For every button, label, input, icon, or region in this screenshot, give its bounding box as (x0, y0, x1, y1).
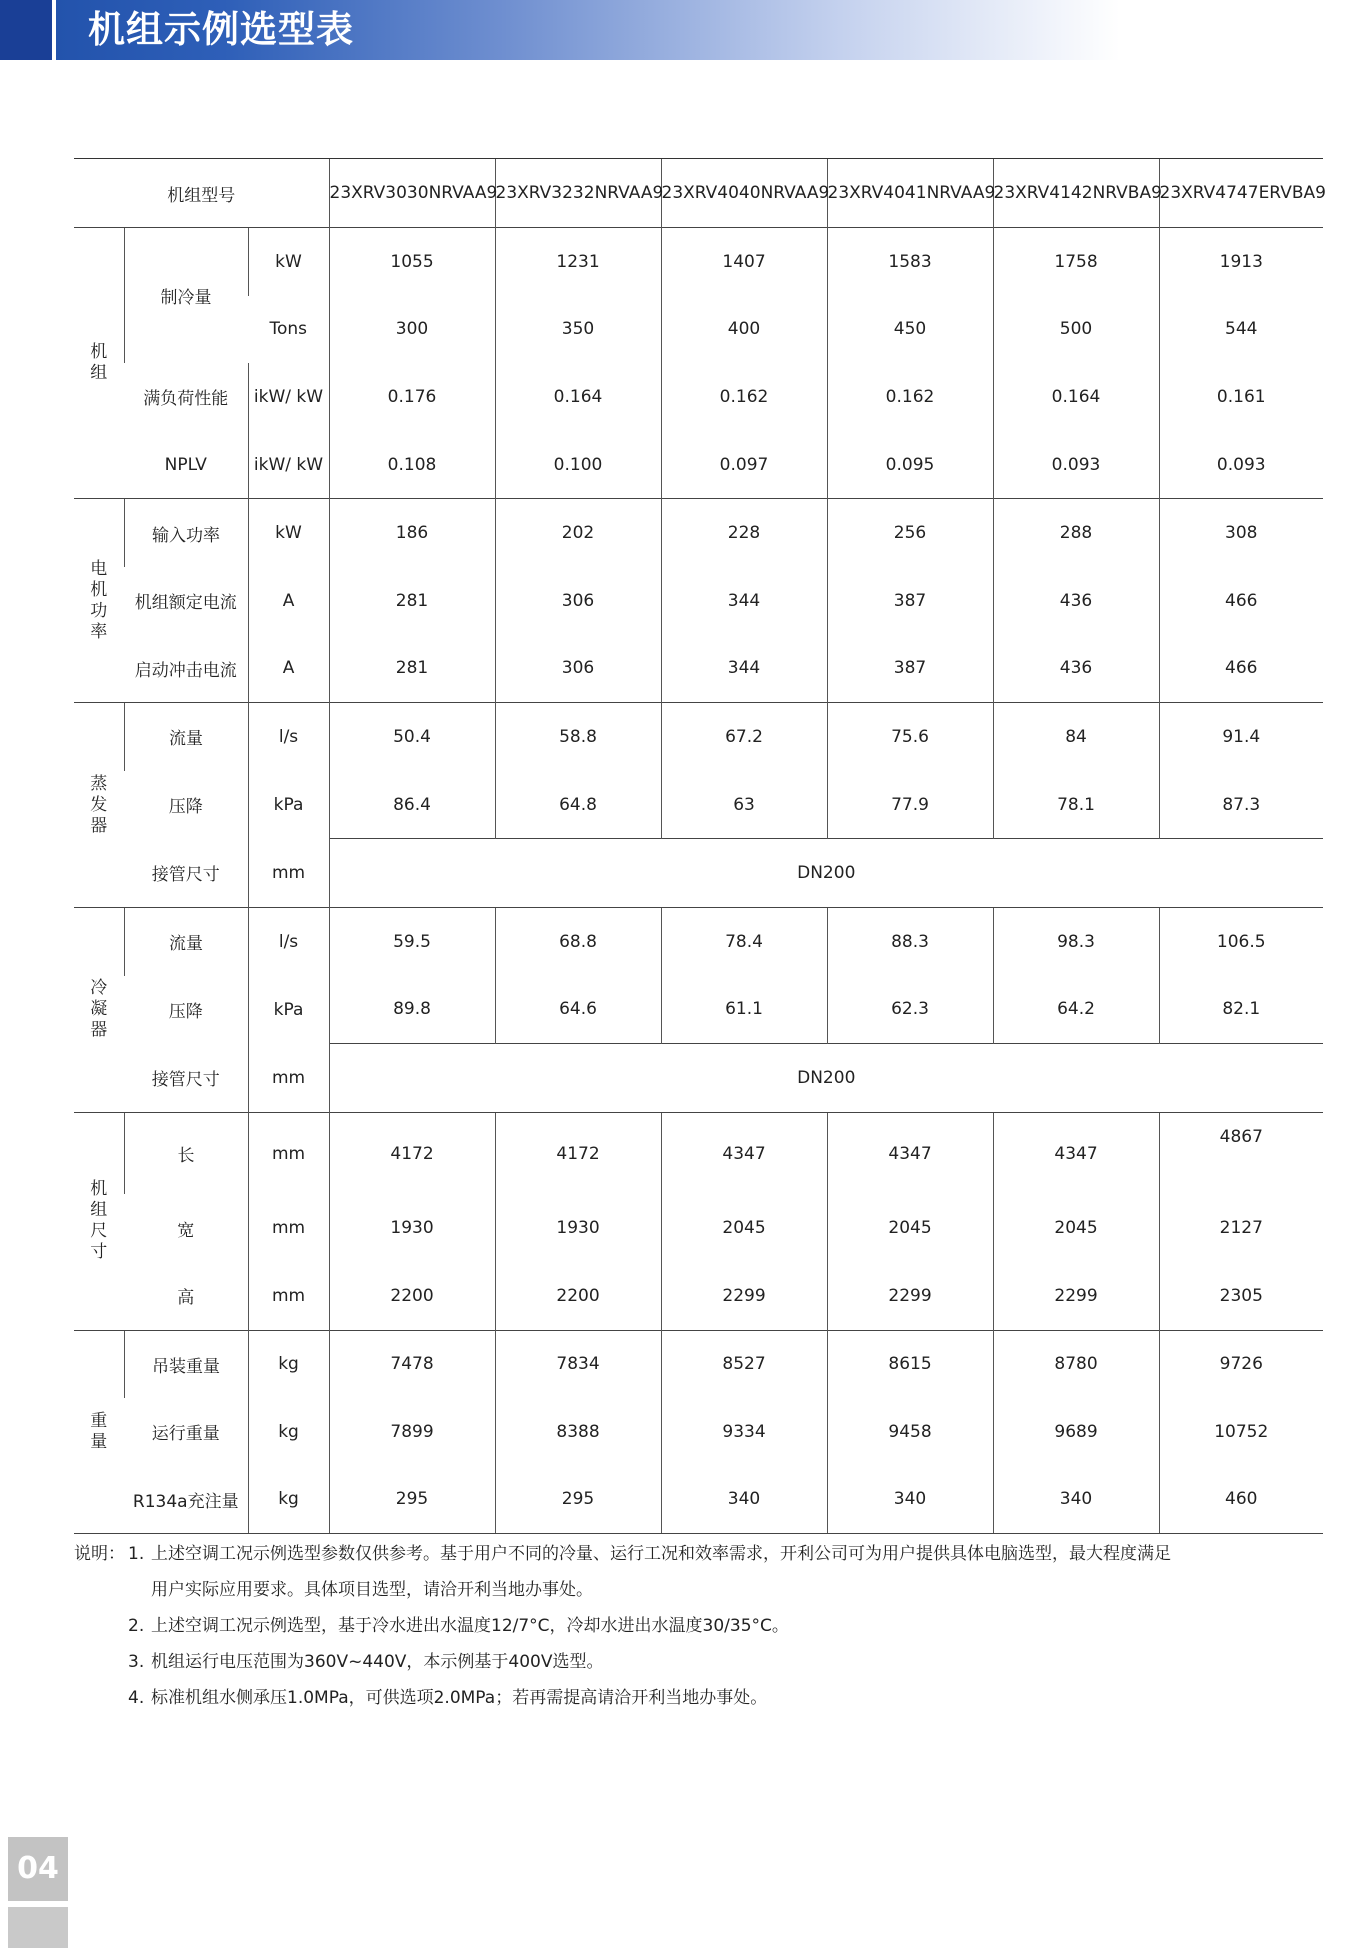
value-cell: 87.3 (1159, 771, 1323, 839)
value-cell: 0.164 (993, 363, 1159, 431)
table-row (74, 499, 1323, 567)
value-cell: 9334 (661, 1398, 827, 1466)
notes-lead: 说明： (74, 1544, 125, 1564)
value-cell: 59.5 (329, 907, 495, 975)
model-name: 23XRV4041NRVAA9 (827, 159, 993, 228)
note-line (74, 1608, 1314, 1644)
value-cell: 0.161 (1159, 363, 1323, 431)
value-cell: 58.8 (495, 703, 661, 771)
value-cell: 0.093 (993, 431, 1159, 499)
model-name: 23XRV3030NRVAA9 (329, 159, 495, 228)
unit-label: mm (248, 1044, 329, 1113)
param-label: 吊装重量 (124, 1330, 248, 1398)
table-row (74, 228, 1323, 296)
note-line (74, 1680, 1314, 1716)
value-cell: 77.9 (827, 771, 993, 839)
header-accent (0, 0, 52, 60)
value-cell: 300 (329, 296, 495, 364)
value-cell: 75.6 (827, 703, 993, 771)
value-cell: 50.4 (329, 703, 495, 771)
value-cell: 4172 (329, 1112, 495, 1194)
value-cell: 460 (1159, 1466, 1323, 1534)
param-label: 输入功率 (124, 499, 248, 567)
unit-label: mm (248, 1194, 329, 1262)
value-cell: 106.5 (1159, 907, 1323, 975)
value-cell: 8388 (495, 1398, 661, 1466)
table-row (74, 1112, 1323, 1194)
note-text: 上述空调工况示例选型参数仅供参考。基于用户不同的冷量、运行工况和效率需求，开利公司可为用户提供具体电脑选型，最大程度满足 (151, 1544, 1171, 1564)
note-number: 1. (128, 1544, 145, 1564)
table-row (74, 1398, 1323, 1466)
model-name: 23XRV3232NRVAA9 (495, 159, 661, 228)
value-cell: 0.108 (329, 431, 495, 499)
value-cell: 256 (827, 499, 993, 567)
value-cell: 387 (827, 635, 993, 703)
value-cell: 78.4 (661, 907, 827, 975)
param-label: 高 (177, 1288, 195, 1309)
value-cell: 88.3 (827, 907, 993, 975)
table-row (74, 1466, 1323, 1534)
param-label: 机组额定电流 (134, 593, 237, 614)
notes-section (74, 1536, 1314, 1716)
value-cell: 2200 (329, 1262, 495, 1330)
page-title: 机组示例选型表 (88, 8, 354, 51)
value-cell: 2200 (495, 1262, 661, 1330)
value-cell: 8615 (827, 1330, 993, 1398)
note-text: 机组运行电压范围为360V~440V，本示例基于400V选型。 (151, 1652, 604, 1672)
value-cell: 7834 (495, 1330, 661, 1398)
value-cell: 78.1 (993, 771, 1159, 839)
value-cell: 0.162 (827, 363, 993, 431)
value-cell: 91.4 (1159, 703, 1323, 771)
model-name: 23XRV4747ERVBA9 (1159, 159, 1323, 228)
value-cell: 350 (495, 296, 661, 364)
value-cell: 4347 (827, 1112, 993, 1194)
value-cell: 500 (993, 296, 1159, 364)
spec-table (74, 158, 1326, 1534)
value-cell: 1055 (329, 228, 495, 296)
value-cell: 295 (495, 1466, 661, 1534)
value-cell: 306 (495, 567, 661, 635)
group-label: 机 组 (74, 228, 124, 499)
value-cell: 9689 (993, 1398, 1159, 1466)
value-cell: 0.162 (661, 363, 827, 431)
table-row (74, 1262, 1323, 1330)
value-cell: 186 (329, 499, 495, 567)
param-label: R134a充注量 (124, 1466, 248, 1534)
value-cell: 84 (993, 703, 1159, 771)
page-number-tab (8, 1907, 68, 1948)
value-cell: 544 (1159, 296, 1323, 364)
unit-label: kPa (248, 976, 329, 1044)
table-row (74, 1194, 1323, 1262)
value-cell: 436 (993, 635, 1159, 703)
param-label: 制冷量 (124, 228, 248, 364)
value-cell: 1758 (993, 228, 1159, 296)
value-cell: 0.093 (1159, 431, 1323, 499)
value-cell: 308 (1159, 499, 1323, 567)
value-cell: 89.8 (329, 976, 495, 1044)
table-row (74, 771, 1323, 839)
value-cell: 1930 (329, 1194, 495, 1262)
value-cell: 4172 (495, 1112, 661, 1194)
unit-label: kW (248, 228, 329, 296)
unit-label: A (248, 635, 329, 703)
note-text: 上述空调工况示例选型，基于冷水进出水温度12/7°C，冷却水进出水温度30/35°C。 (151, 1616, 789, 1636)
note-number: 3. (128, 1652, 145, 1672)
value-cell: 68.8 (495, 907, 661, 975)
note-line (74, 1644, 1314, 1680)
value-cell: 466 (1159, 567, 1323, 635)
param-label: 接管尺寸 (151, 865, 220, 886)
value-cell: 2127 (1159, 1194, 1323, 1262)
table-row (74, 296, 1323, 364)
value-cell: 0.100 (495, 431, 661, 499)
note-number: 2. (128, 1616, 145, 1636)
value-cell: 64.8 (495, 771, 661, 839)
group-label: 电 机 功 率 (74, 499, 124, 703)
value-cell: 67.2 (661, 703, 827, 771)
unit-label: Tons (269, 319, 308, 340)
value-cell: 8527 (661, 1330, 827, 1398)
value-cell: 10752 (1159, 1398, 1323, 1466)
page-number: 04 (8, 1837, 68, 1901)
table-row (74, 976, 1323, 1044)
value-cell: 2299 (661, 1262, 827, 1330)
unit-label: l/s (248, 703, 329, 771)
value-cell: 8780 (993, 1330, 1159, 1398)
unit-label: kPa (248, 771, 329, 839)
value-cell: 400 (661, 296, 827, 364)
value-cell: 0.095 (827, 431, 993, 499)
param-label: NPLV (164, 454, 207, 475)
table-row (74, 907, 1323, 975)
value-cell: 281 (329, 567, 495, 635)
table-row (74, 431, 1323, 499)
table-row (74, 363, 1323, 431)
group-label: 蒸 发 器 (74, 703, 124, 908)
merged-value: DN200 (329, 839, 1323, 908)
value-cell: 98.3 (993, 907, 1159, 975)
value-cell: 1930 (495, 1194, 661, 1262)
param-label: 流量 (124, 907, 248, 975)
table-row (74, 567, 1323, 635)
value-cell: 2045 (661, 1194, 827, 1262)
value-cell: 4347 (993, 1112, 1159, 1194)
model-label: 机组型号 (74, 159, 329, 228)
value-cell: 281 (329, 635, 495, 703)
value-cell: 64.2 (993, 976, 1159, 1044)
param-label: 满负荷性能 (143, 389, 229, 410)
value-cell: 0.097 (661, 431, 827, 499)
table-row (74, 703, 1323, 771)
unit-label: mm (248, 1112, 329, 1194)
unit-label: mm (248, 839, 329, 908)
param-label: 压降 (168, 797, 203, 818)
value-cell: 7478 (329, 1330, 495, 1398)
unit-label: kW (248, 499, 329, 567)
table-row (74, 1330, 1323, 1398)
param-label: 压降 (168, 1002, 203, 1023)
unit-label: ikW/ kW (248, 363, 329, 431)
group-label: 冷 凝 器 (74, 907, 124, 1112)
value-cell: 4347 (661, 1112, 827, 1194)
value-cell: 1231 (495, 228, 661, 296)
value-cell: 340 (993, 1466, 1159, 1534)
value-cell: 295 (329, 1466, 495, 1534)
value-cell: 228 (661, 499, 827, 567)
value-cell: 450 (827, 296, 993, 364)
value-cell: 340 (661, 1466, 827, 1534)
value-cell: 61.1 (661, 976, 827, 1044)
table-row (74, 839, 1323, 908)
value-cell: 1583 (827, 228, 993, 296)
value-cell: 340 (827, 1466, 993, 1534)
value-cell: 2045 (827, 1194, 993, 1262)
value-cell: 2045 (993, 1194, 1159, 1262)
value-cell: 9458 (827, 1398, 993, 1466)
table-header-row (74, 159, 1323, 228)
value-cell: 2299 (827, 1262, 993, 1330)
value-cell: 86.4 (329, 771, 495, 839)
value-cell: 7899 (329, 1398, 495, 1466)
value-cell: 1913 (1159, 228, 1323, 296)
value-cell: 63 (661, 771, 827, 839)
value-cell: 1407 (661, 228, 827, 296)
note-line (74, 1536, 1314, 1572)
value-cell: 4867 (1159, 1112, 1323, 1194)
param-label: 运行重量 (151, 1424, 220, 1445)
value-cell: 387 (827, 567, 993, 635)
value-cell: 344 (661, 635, 827, 703)
value-cell: 436 (993, 567, 1159, 635)
note-line (74, 1572, 1314, 1608)
param-label: 接管尺寸 (151, 1070, 220, 1091)
param-label: 宽 (177, 1220, 195, 1241)
note-number: 4. (128, 1688, 145, 1708)
value-cell: 306 (495, 635, 661, 703)
table-row (74, 1044, 1323, 1113)
value-cell: 288 (993, 499, 1159, 567)
param-label: 长 (124, 1112, 248, 1194)
unit-label: mm (248, 1262, 329, 1330)
model-name: 23XRV4142NRVBA9 (993, 159, 1159, 228)
value-cell: 0.164 (495, 363, 661, 431)
group-label: 重 量 (74, 1330, 124, 1534)
value-cell: 202 (495, 499, 661, 567)
param-label: 启动冲击电流 (134, 660, 237, 681)
value-cell: 2305 (1159, 1262, 1323, 1330)
unit-label: kg (248, 1466, 329, 1534)
value-cell: 0.176 (329, 363, 495, 431)
value-cell: 466 (1159, 635, 1323, 703)
unit-label: kg (248, 1398, 329, 1466)
model-name: 23XRV4040NRVAA9 (661, 159, 827, 228)
value-cell: 62.3 (827, 976, 993, 1044)
value-cell: 82.1 (1159, 976, 1323, 1044)
value-cell: 2299 (993, 1262, 1159, 1330)
unit-label: A (248, 567, 329, 635)
note-text: 标准机组水侧承压1.0MPa，可供选项2.0MPa；若再需提高请洽开利当地办事处。 (151, 1688, 768, 1708)
unit-label: ikW/ kW (248, 431, 329, 499)
value-cell: 9726 (1159, 1330, 1323, 1398)
unit-label: l/s (248, 907, 329, 975)
table-row (74, 635, 1323, 703)
value-cell: 64.6 (495, 976, 661, 1044)
merged-value: DN200 (329, 1044, 1323, 1113)
note-text: 用户实际应用要求。具体项目选型，请洽开利当地办事处。 (151, 1580, 593, 1600)
unit-label: kg (248, 1330, 329, 1398)
value-cell: 344 (661, 567, 827, 635)
group-label: 机 组 尺 寸 (74, 1112, 124, 1330)
header-divider (52, 0, 56, 60)
param-label: 流量 (124, 703, 248, 771)
